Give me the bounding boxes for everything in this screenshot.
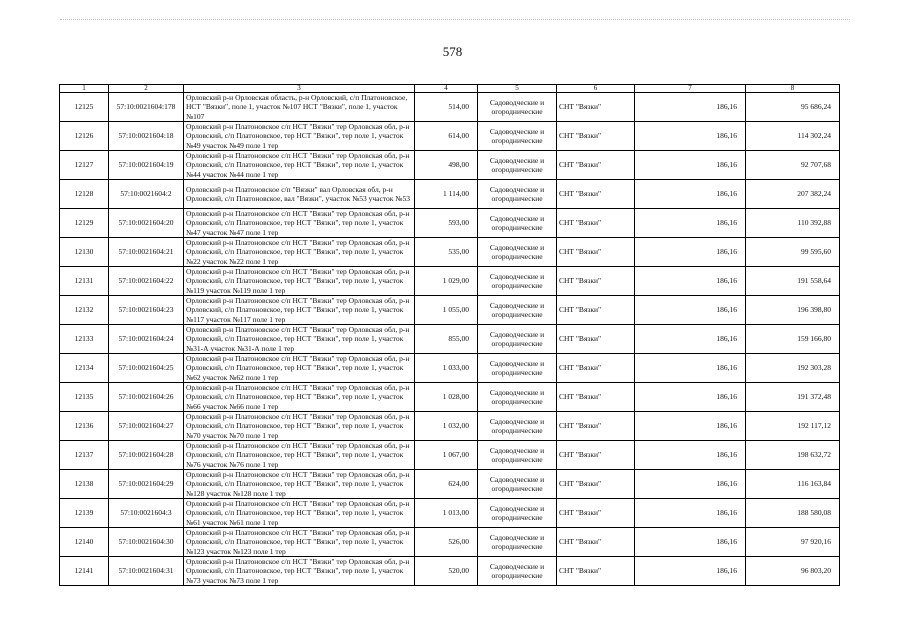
record-number-cell: 12140: [60, 528, 109, 557]
table-row: [60, 383, 840, 412]
organization-name-cell: СНТ "Вязки": [557, 238, 635, 267]
address-cell: Орловский р-н Платоновское с/п НСТ "Вязки" тер Орловская обл, р-н Орловский, с/п Платоновское, тер НСТ "Вязки", тер поле 1, участок №66 участок №66 поле 1 тер: [184, 383, 415, 412]
specific-value-cell: 186,16: [635, 325, 746, 354]
land-use-type-cell: Садоводческие и огороднические: [478, 238, 557, 267]
record-number-cell: 12135: [60, 383, 109, 412]
cadastral-value-cell: 116 163,84: [746, 470, 840, 499]
area-value-cell: 514,00: [415, 93, 478, 122]
cadastral-number-cell: 57:10:0021604:26: [109, 383, 184, 412]
cadastral-number-cell: 57:10:0021604:2: [109, 180, 184, 209]
record-number-cell: 12139: [60, 499, 109, 528]
cadastral-number-cell: 57:10:0021604:20: [109, 209, 184, 238]
table-row: [60, 122, 840, 151]
cadastral-number-cell: 57:10:0021604:18: [109, 122, 184, 151]
cadastral-number-cell: 57:10:0021604:22: [109, 267, 184, 296]
record-number-cell: 12128: [60, 180, 109, 209]
address-cell: Орловский р-н Платоновское с/п НСТ "Вязки" тер Орловская обл, р-н Орловский, с/п Платоновское, тер НСТ "Вязки", тер поле 1, участок №117 участок №117 поле 1 тер: [184, 296, 415, 325]
specific-value-cell: 186,16: [635, 151, 746, 180]
address-cell: Орловский р-н Платоновское с/п НСТ "Вязки" тер Орловская обл, р-н Орловский, с/п Платоновское, тер НСТ "Вязки", тер поле 1, участок №73 участок №73 поле 1 тер: [184, 557, 415, 586]
area-value-cell: 1 028,00: [415, 383, 478, 412]
cadastral-value-cell: 192 117,12: [746, 412, 840, 441]
column-header-8: 8: [746, 85, 840, 93]
specific-value-cell: 186,16: [635, 528, 746, 557]
land-use-type-cell: Садоводческие и огороднические: [478, 557, 557, 586]
cadastral-value-cell: 191 558,64: [746, 267, 840, 296]
cadastral-value-cell: 196 398,80: [746, 296, 840, 325]
cadastral-value-cell: 191 372,48: [746, 383, 840, 412]
specific-value-cell: 186,16: [635, 267, 746, 296]
organization-name-cell: СНТ "Вязки": [557, 557, 635, 586]
table-row: [60, 93, 840, 122]
cadastral-number-cell: 57:10:0021604:23: [109, 296, 184, 325]
cadastral-value-cell: 92 707,68: [746, 151, 840, 180]
cadastral-number-cell: 57:10:0021604:28: [109, 441, 184, 470]
cadastral-number-cell: 57:10:0021604:31: [109, 557, 184, 586]
table-row: [60, 180, 840, 209]
column-number-header-row: [60, 85, 840, 93]
record-number-cell: 12132: [60, 296, 109, 325]
land-use-type-cell: Садоводческие и огороднические: [478, 470, 557, 499]
area-value-cell: 1 032,00: [415, 412, 478, 441]
record-number-cell: 12134: [60, 354, 109, 383]
address-cell: Орловский р-н Платоновское с/п НСТ "Вязки" тер Орловская обл, р-н Орловский, с/п Платоновское, тер НСТ "Вязки", тер поле 1, участок №119 участок №119 поле 1 тер: [184, 267, 415, 296]
land-use-type-cell: Садоводческие и огороднические: [478, 180, 557, 209]
area-value-cell: 624,00: [415, 470, 478, 499]
column-header-6: 6: [557, 85, 635, 93]
specific-value-cell: 186,16: [635, 354, 746, 383]
cadastral-value-cell: 99 595,60: [746, 238, 840, 267]
table-row: [60, 209, 840, 238]
address-cell: Орловский р-н Платоновское с/п "Вязки" вал Орловская обл, р-н Орловский, с/п Платоновское, вал "Вязки", участок №53 участок №53: [184, 180, 415, 209]
area-value-cell: 1 055,00: [415, 296, 478, 325]
address-cell: Орловский р-н Платоновское с/п НСТ "Вязки" тер Орловская обл, р-н Орловский, с/п Платоновское, тер НСТ "Вязки", тер поле 1, участок №61 участок №61 поле 1 тер: [184, 499, 415, 528]
cadastral-number-cell: 57:10:0021604:27: [109, 412, 184, 441]
cadastral-value-cell: 110 392,88: [746, 209, 840, 238]
organization-name-cell: СНТ "Вязки": [557, 412, 635, 441]
table-row: [60, 470, 840, 499]
record-number-cell: 12130: [60, 238, 109, 267]
column-header-1: 1: [60, 85, 109, 93]
cadastral-number-cell: 57:10:0021604:19: [109, 151, 184, 180]
land-use-type-cell: Садоводческие и огороднические: [478, 296, 557, 325]
address-cell: Орловский р-н Платоновское с/п НСТ "Вязки" тер Орловская обл, р-н Орловский, с/п Платоновское, тер НСТ "Вязки", тер поле 1, участок №31-А участок №31-А поле 1 тер: [184, 325, 415, 354]
land-use-type-cell: Садоводческие и огороднические: [478, 412, 557, 441]
record-number-cell: 12129: [60, 209, 109, 238]
area-value-cell: 498,00: [415, 151, 478, 180]
address-cell: Орловский р-н Платоновское с/п НСТ "Вязки" тер Орловская обл, р-н Орловский, с/п Платоновское, тер НСТ "Вязки", тер поле 1, участок №44 участок №44 поле 1 тер: [184, 151, 415, 180]
specific-value-cell: 186,16: [635, 122, 746, 151]
specific-value-cell: 186,16: [635, 470, 746, 499]
cadastral-value-cell: 114 302,24: [746, 122, 840, 151]
land-use-type-cell: Садоводческие и огороднические: [478, 151, 557, 180]
land-use-type-cell: Садоводческие и огороднические: [478, 267, 557, 296]
cadastral-value-cell: 192 303,28: [746, 354, 840, 383]
organization-name-cell: СНТ "Вязки": [557, 93, 635, 122]
cadastral-value-cell: 198 632,72: [746, 441, 840, 470]
cadastral-number-cell: 57:10:0021604:178: [109, 93, 184, 122]
record-number-cell: 12125: [60, 93, 109, 122]
table-row: [60, 412, 840, 441]
organization-name-cell: СНТ "Вязки": [557, 122, 635, 151]
cadastral-value-cell: 95 686,24: [746, 93, 840, 122]
organization-name-cell: СНТ "Вязки": [557, 296, 635, 325]
organization-name-cell: СНТ "Вязки": [557, 383, 635, 412]
cadastral-value-cell: 97 920,16: [746, 528, 840, 557]
organization-name-cell: СНТ "Вязки": [557, 180, 635, 209]
land-use-type-cell: Садоводческие и огороднические: [478, 122, 557, 151]
area-value-cell: 1 114,00: [415, 180, 478, 209]
address-cell: Орловский р-н Платоновское с/п НСТ "Вязки" тер Орловская обл, р-н Орловский, с/п Платоновское, тер НСТ "Вязки", тер поле 1, участок №22 участок №22 поле 1 тер: [184, 238, 415, 267]
record-number-cell: 12133: [60, 325, 109, 354]
specific-value-cell: 186,16: [635, 412, 746, 441]
record-number-cell: 12138: [60, 470, 109, 499]
table-row: [60, 499, 840, 528]
table-row: [60, 267, 840, 296]
address-cell: Орловский р-н Платоновское с/п НСТ "Вязки" тер Орловская обл, р-н Орловский, с/п Платоновское, тер НСТ "Вязки", тер поле 1, участок №123 участок №123 поле 1 тер: [184, 528, 415, 557]
land-use-type-cell: Садоводческие и огороднические: [478, 209, 557, 238]
organization-name-cell: СНТ "Вязки": [557, 325, 635, 354]
table-row: [60, 557, 840, 586]
address-cell: Орловский р-н Платоновское с/п НСТ "Вязки" тер Орловская обл, р-н Орловский, с/п Платоновское, тер НСТ "Вязки", тер поле 1, участок №128 участок №128 поле 1 тер: [184, 470, 415, 499]
column-header-2: 2: [109, 85, 184, 93]
land-use-type-cell: Садоводческие и огороднические: [478, 93, 557, 122]
table-row: [60, 354, 840, 383]
area-value-cell: 855,00: [415, 325, 478, 354]
cadastral-value-cell: 159 166,80: [746, 325, 840, 354]
table-row: [60, 238, 840, 267]
area-value-cell: 520,00: [415, 557, 478, 586]
area-value-cell: 1 013,00: [415, 499, 478, 528]
page-number: 578: [442, 44, 463, 59]
land-use-type-cell: Садоводческие и огороднические: [478, 499, 557, 528]
table-row: [60, 528, 840, 557]
area-value-cell: 593,00: [415, 209, 478, 238]
area-value-cell: 614,00: [415, 122, 478, 151]
record-number-cell: 12131: [60, 267, 109, 296]
table-row: [60, 151, 840, 180]
address-cell: Орловский р-н Орловская область, р-н Орловский, с/п Платоновское, НСТ "Вязки", поле 1, участок №107 НСТ "Вязки", поле 1, участок №107: [184, 93, 415, 122]
column-header-3: 3: [184, 85, 415, 93]
land-use-type-cell: Садоводческие и огороднические: [478, 383, 557, 412]
cadastral-number-cell: 57:10:0021604:30: [109, 528, 184, 557]
record-number-cell: 12137: [60, 441, 109, 470]
organization-name-cell: СНТ "Вязки": [557, 209, 635, 238]
cadastral-value-cell: 188 580,08: [746, 499, 840, 528]
organization-name-cell: СНТ "Вязки": [557, 528, 635, 557]
scan-artifact-line: [60, 19, 850, 22]
land-use-type-cell: Садоводческие и огороднические: [478, 325, 557, 354]
column-header-7: 7: [635, 85, 746, 93]
column-header-4: 4: [415, 85, 478, 93]
cadastral-value-cell: 96 803,20: [746, 557, 840, 586]
organization-name-cell: СНТ "Вязки": [557, 470, 635, 499]
record-number-cell: 12141: [60, 557, 109, 586]
column-header-5: 5: [478, 85, 557, 93]
table-row: [60, 325, 840, 354]
specific-value-cell: 186,16: [635, 557, 746, 586]
area-value-cell: 1 029,00: [415, 267, 478, 296]
specific-value-cell: 186,16: [635, 499, 746, 528]
address-cell: Орловский р-н Платоновское с/п НСТ "Вязки" тер Орловская обл, р-н Орловский, с/п Платоновское, тер НСТ "Вязки", тер поле 1, участок №70 участок №70 поле 1 тер: [184, 412, 415, 441]
land-use-type-cell: Садоводческие и огороднические: [478, 354, 557, 383]
cadastral-value-cell: 207 382,24: [746, 180, 840, 209]
land-use-type-cell: Садоводческие и огороднические: [478, 441, 557, 470]
record-number-cell: 12136: [60, 412, 109, 441]
address-cell: Орловский р-н Платоновское с/п НСТ "Вязки" тер Орловская обл, р-н Орловский, с/п Платоновское, тер НСТ "Вязки", тер поле 1, участок №76 участок №76 поле 1 тер: [184, 441, 415, 470]
specific-value-cell: 186,16: [635, 209, 746, 238]
cadastral-number-cell: 57:10:0021604:3: [109, 499, 184, 528]
specific-value-cell: 186,16: [635, 296, 746, 325]
address-cell: Орловский р-н Платоновское с/п НСТ "Вязки" тер Орловская обл, р-н Орловский, с/п Платоновское, тер НСТ "Вязки", тер поле 1, участок №49 участок №49 поле 1 тер: [184, 122, 415, 151]
record-number-cell: 12127: [60, 151, 109, 180]
organization-name-cell: СНТ "Вязки": [557, 267, 635, 296]
area-value-cell: 526,00: [415, 528, 478, 557]
specific-value-cell: 186,16: [635, 180, 746, 209]
specific-value-cell: 186,16: [635, 383, 746, 412]
cadastral-number-cell: 57:10:0021604:21: [109, 238, 184, 267]
address-cell: Орловский р-н Платоновское с/п НСТ "Вязки" тер Орловская обл, р-н Орловский, с/п Платоновское, тер НСТ "Вязки", тер поле 1, участок №47 участок №47 поле 1 тер: [184, 209, 415, 238]
specific-value-cell: 186,16: [635, 93, 746, 122]
cadastral-number-cell: 57:10:0021604:24: [109, 325, 184, 354]
organization-name-cell: СНТ "Вязки": [557, 354, 635, 383]
address-cell: Орловский р-н Платоновское с/п НСТ "Вязки" тер Орловская обл, р-н Орловский, с/п Платоновское, тер НСТ "Вязки", тер поле 1, участок №62 участок №62 поле 1 тер: [184, 354, 415, 383]
area-value-cell: 1 033,00: [415, 354, 478, 383]
organization-name-cell: СНТ "Вязки": [557, 441, 635, 470]
organization-name-cell: СНТ "Вязки": [557, 499, 635, 528]
specific-value-cell: 186,16: [635, 238, 746, 267]
cadastral-value-table: [59, 84, 840, 586]
table-row: [60, 441, 840, 470]
specific-value-cell: 186,16: [635, 441, 746, 470]
organization-name-cell: СНТ "Вязки": [557, 151, 635, 180]
table-row: [60, 296, 840, 325]
record-number-cell: 12126: [60, 122, 109, 151]
area-value-cell: 535,00: [415, 238, 478, 267]
cadastral-number-cell: 57:10:0021604:29: [109, 470, 184, 499]
land-use-type-cell: Садоводческие и огороднические: [478, 528, 557, 557]
area-value-cell: 1 067,00: [415, 441, 478, 470]
cadastral-number-cell: 57:10:0021604:25: [109, 354, 184, 383]
